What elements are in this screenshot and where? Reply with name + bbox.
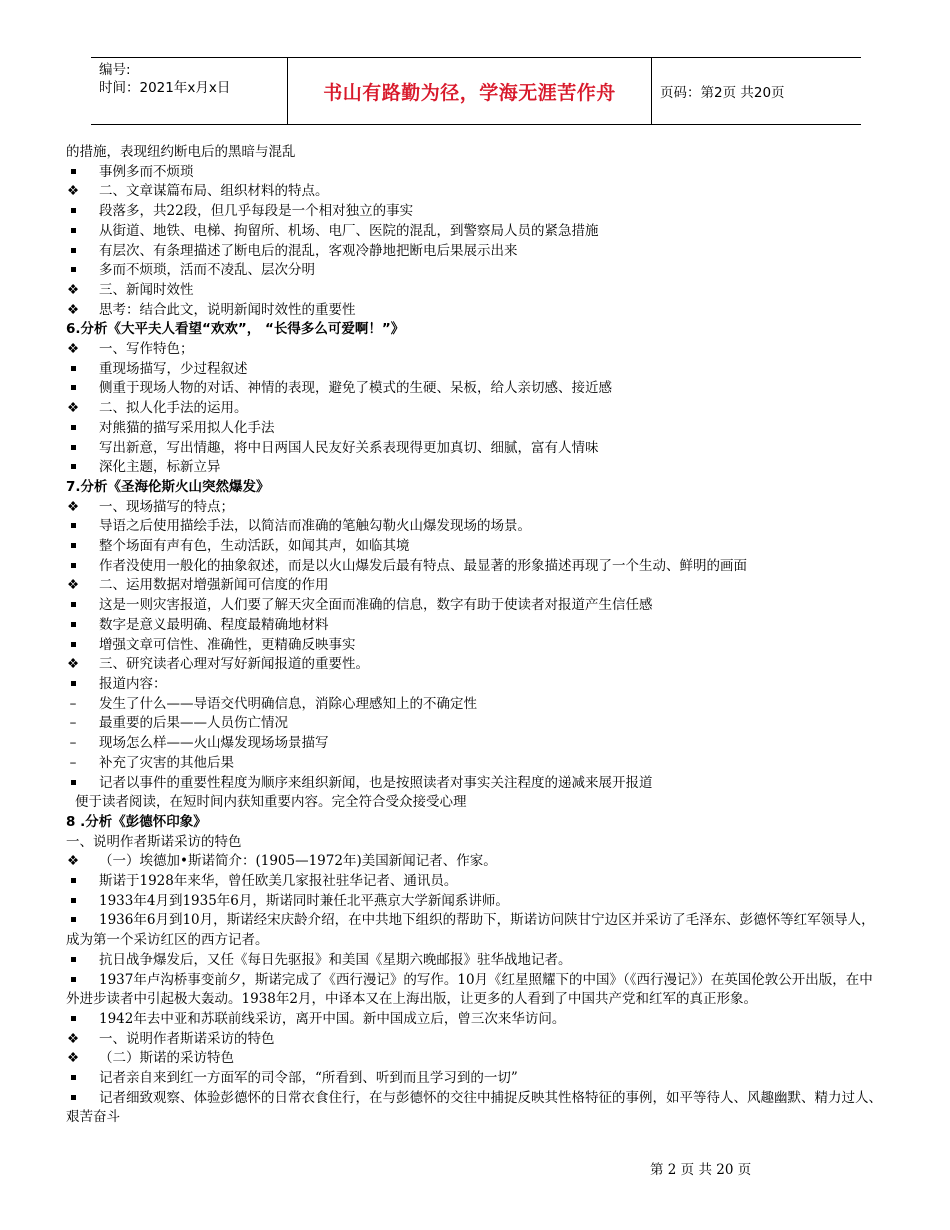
line-text: 记者细致观察、体验彭德怀的日常衣食住行，在与彭德怀的交往中捕捉反映其性格特征的事例，如平等待人、风趣幽默、精力过人、艰苦奋斗	[66, 1089, 882, 1126]
square-bullet-icon	[66, 1010, 80, 1030]
square-bullet-icon	[66, 439, 80, 459]
square-bullet-icon	[66, 951, 80, 971]
diamond-bullet-icon: ❖	[66, 577, 80, 594]
page-footer: 第 2 页 共 20 页	[650, 1162, 752, 1178]
text-line	[66, 655, 886, 675]
square-bullet-icon	[66, 636, 80, 656]
diamond-bullet-icon: ❖	[66, 656, 80, 673]
text-line	[66, 892, 886, 912]
line-text: 8 .分析《彭德怀印象》	[66, 813, 207, 830]
square-bullet-icon	[66, 1069, 80, 1089]
square-bullet-icon	[66, 379, 80, 399]
line-text: 写出新意，写出情趣，将中日两国人民友好关系表现得更加真切、细腻，富有人情味	[99, 439, 599, 456]
line-text: 整个场面有声有色，生动活跃，如闻其声，如临其境	[99, 538, 410, 555]
text-line	[66, 833, 886, 853]
line-text: 报道内容：	[99, 675, 167, 692]
text-line	[66, 1089, 886, 1128]
line-text: 记者以事件的重要性程度为顺序来组织新闻，也是按照读者对事实关注程度的递减来展开报道	[99, 774, 653, 791]
line-text: 事例多而不烦琐	[99, 163, 194, 180]
text-line	[66, 872, 886, 892]
line-text: （二）斯诺的采访特色	[99, 1050, 234, 1067]
line-text: 导语之后使用描绘手法，以简洁而准确的笔触勾勒火山爆发现场的场景。	[99, 518, 531, 535]
diamond-bullet-icon: ❖	[66, 301, 80, 318]
section-heading	[66, 478, 886, 498]
line-text: 发生了什么——导语交代明确信息，消除心理感知上的不确定性	[99, 695, 477, 712]
line-text: 段落多，共22段，但几乎每段是一个相对独立的事实	[99, 203, 414, 220]
line-text: 1933年4月到1935年6月，斯诺同时兼任北平燕京大学新闻系讲师。	[99, 892, 509, 909]
section-heading	[66, 813, 886, 833]
line-text: 侧重于现场人物的对话、神情的表现，避免了模式的生硬、呆板，给人亲切感、接近感	[99, 380, 612, 397]
square-bullet-icon	[66, 872, 80, 892]
square-bullet-icon	[66, 616, 80, 636]
square-bullet-icon	[66, 360, 80, 380]
text-line	[66, 734, 886, 754]
line-text: 作者没使用一般化的抽象叙述，而是以火山爆发后最有特点、最显著的形象描述再现了一个生动、鲜明的画面	[99, 557, 747, 574]
line-text: 有层次、有条理描述了断电后的混乱，客观冷静地把断电后果展示出来	[99, 242, 518, 259]
text-line	[66, 636, 886, 656]
diamond-bullet-icon: ❖	[66, 853, 80, 870]
text-line	[66, 517, 886, 537]
line-text: 7.分析《圣海伦斯火山突然爆发》	[66, 478, 270, 495]
text-line	[66, 714, 886, 734]
line-text: 三、新闻时效性	[99, 281, 194, 298]
line-text: 最重要的后果——人员伤亡情况	[99, 715, 288, 732]
time-label: 时间：2021年x月x日	[99, 80, 231, 96]
line-text: 深化主题，标新立异	[99, 459, 221, 476]
diamond-bullet-icon: ❖	[66, 281, 80, 298]
line-text: 现场怎么样——火山爆发现场场景描写	[99, 735, 329, 752]
document-body	[66, 143, 886, 1128]
text-line	[66, 498, 886, 518]
text-line	[66, 202, 886, 222]
square-bullet-icon	[66, 261, 80, 281]
square-bullet-icon	[66, 202, 80, 222]
text-line	[66, 596, 886, 616]
square-bullet-icon	[66, 222, 80, 242]
line-text: 的措施，表现纽约断电后的黑暗与混乱	[66, 144, 296, 160]
number-label: 编号:	[99, 62, 131, 78]
line-text: 一、说明作者斯诺采访的特色	[66, 833, 242, 850]
text-line	[66, 793, 886, 813]
line-text: 一、现场描写的特点；	[99, 498, 234, 515]
line-text: 便于读者阅读，在短时间内获知重要内容。完全符合受众接受心理	[75, 794, 467, 811]
square-bullet-icon	[66, 774, 80, 794]
text-line	[66, 852, 886, 872]
text-line	[66, 557, 886, 577]
text-line	[66, 360, 886, 380]
header-meta	[91, 58, 288, 124]
text-line	[66, 379, 886, 399]
motto: 书山有路勤为径，学海无涯苦作舟	[323, 81, 616, 104]
line-text: 二、拟人化手法的运用。	[99, 400, 248, 417]
line-text: 补充了灾害的其他后果	[99, 754, 234, 771]
line-text: 数字是意义最明确、程度最精确地材料	[99, 616, 329, 633]
text-line	[66, 911, 886, 950]
line-text: 这是一则灾害报道，人们要了解天灾全面而准确的信息，数字有助于使读者对报道产生信任感	[99, 597, 653, 614]
line-text: （一）埃德加•斯诺简介：(1905—1972年)美国新闻记者、作家。	[99, 853, 497, 870]
line-text: 斯诺于1928年来华，曾任欧美几家报社驻华记者、通讯员。	[99, 873, 458, 890]
text-line	[66, 163, 886, 183]
header-motto-cell	[288, 58, 652, 124]
diamond-bullet-icon: ❖	[66, 1030, 80, 1047]
square-bullet-icon	[66, 971, 80, 991]
line-text: 二、文章谋篇布局、组织材料的特点。	[99, 183, 329, 200]
text-line	[66, 1010, 886, 1030]
line-text: 三、研究读者心理对写好新闻报道的重要性。	[99, 656, 369, 673]
line-text: 一、说明作者斯诺采访的特色	[99, 1030, 275, 1047]
page-header	[91, 57, 861, 125]
square-bullet-icon	[66, 675, 80, 695]
text-line	[66, 616, 886, 636]
dash-bullet-icon: –	[69, 695, 77, 712]
square-bullet-icon	[66, 458, 80, 478]
text-line	[66, 695, 886, 715]
section-heading	[66, 320, 886, 340]
square-bullet-icon	[66, 892, 80, 912]
text-line	[66, 261, 886, 281]
line-text: 重现场描写，少过程叙述	[99, 360, 248, 377]
diamond-bullet-icon: ❖	[66, 498, 80, 515]
diamond-bullet-icon: ❖	[66, 183, 80, 200]
line-text: 二、运用数据对增强新闻可信度的作用	[99, 577, 329, 594]
square-bullet-icon	[66, 242, 80, 262]
square-bullet-icon	[66, 1089, 80, 1109]
text-line	[66, 675, 886, 695]
line-text: 一、写作特色；	[99, 341, 194, 358]
header-page-cell	[652, 58, 861, 124]
text-line	[66, 951, 886, 971]
diamond-bullet-icon: ❖	[66, 1050, 80, 1067]
square-bullet-icon	[66, 517, 80, 537]
text-line	[66, 774, 886, 794]
text-line	[66, 419, 886, 439]
square-bullet-icon	[66, 537, 80, 557]
square-bullet-icon	[66, 419, 80, 439]
text-line	[66, 1049, 886, 1069]
square-bullet-icon	[66, 596, 80, 616]
text-line	[66, 1030, 886, 1050]
line-text: 记者亲自来到红一方面军的司令部，“所看到、听到而且学习到的一切”	[99, 1070, 518, 1087]
line-text: 对熊猫的描写采用拟人化手法	[99, 419, 275, 436]
diamond-bullet-icon: ❖	[66, 400, 80, 417]
line-text: 思考：结合此文，说明新闻时效性的重要性	[99, 301, 356, 318]
dash-bullet-icon: –	[69, 754, 77, 771]
dash-bullet-icon: –	[69, 715, 77, 732]
text-line	[66, 222, 886, 242]
line-text: 1942年去中亚和苏联前线采访，离开中国。新中国成立后，曾三次来华访问。	[99, 1010, 566, 1027]
square-bullet-icon	[66, 911, 80, 931]
text-line	[66, 340, 886, 360]
text-line	[66, 1069, 886, 1089]
text-line	[66, 754, 886, 774]
text-line	[66, 182, 886, 202]
text-line	[66, 281, 886, 301]
text-line	[66, 439, 886, 459]
line-text: 抗日战争爆发后，又任《每日先驱报》和美国《星期六晚邮报》驻华战地记者。	[99, 951, 572, 968]
text-line	[66, 971, 886, 1010]
line-text: 1937年卢沟桥事变前夕，斯诺完成了《西行漫记》的写作。10月《红星照耀下的中国》（《西行漫记》）在英国伦敦公开出版，在中外进步读者中引起极大轰动。1938年2月，中译本又在上海出版，让更多的人看到了中国共产党和红军的真正形象。	[66, 971, 873, 1008]
dash-bullet-icon: –	[69, 735, 77, 752]
text-line	[66, 576, 886, 596]
page-info: 页码：第2页 共20页	[660, 85, 785, 101]
line-text: 增强文章可信性、准确性，更精确反映事实	[99, 636, 356, 653]
text-line	[66, 458, 886, 478]
text-line	[66, 143, 886, 163]
square-bullet-icon	[66, 557, 80, 577]
text-line	[66, 301, 886, 321]
text-line	[66, 242, 886, 262]
line-text: 从街道、地铁、电梯、拘留所、机场、电厂、医院的混乱，到警察局人员的紧急措施	[99, 222, 599, 239]
text-line	[66, 537, 886, 557]
diamond-bullet-icon: ❖	[66, 341, 80, 358]
line-text: 多而不烦琐，活而不凌乱、层次分明	[99, 262, 315, 279]
line-text: 6.分析《大平夫人看望“欢欢”， “长得多么可爱啊！”》	[66, 321, 405, 338]
square-bullet-icon	[66, 163, 80, 183]
line-text: 1936年6月到10月，斯诺经宋庆龄介绍，在中共地下组织的帮助下，斯诺访问陕甘宁边区并采访了毛泽东、彭德怀等红军领导人，成为第一个采访红区的西方记者。	[66, 912, 875, 949]
text-line	[66, 399, 886, 419]
